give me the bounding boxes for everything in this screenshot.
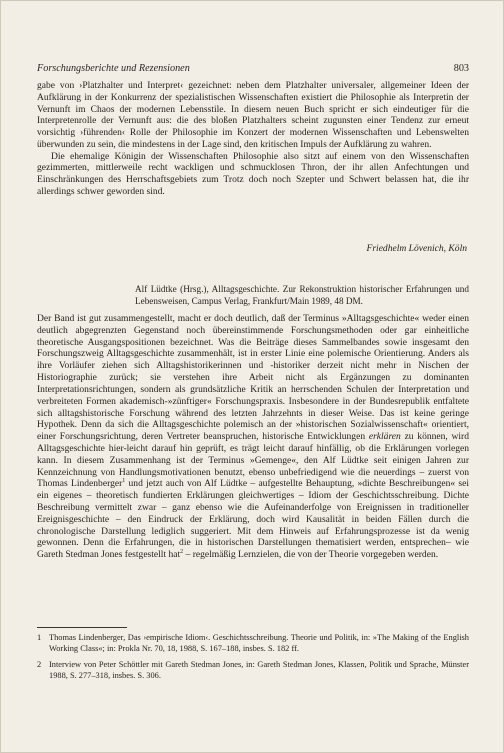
review-2-text-d: – regelmäßig Lernzielen, die von der Theorie vorgegeben werden. bbox=[185, 549, 439, 561]
footnote-1-text: Thomas Lindenberger, Das ›empirische Idiom‹. Geschichtsschreibung. Theorie und Politik, in: »The Making of the English Working Class«; in: Prokla Nr. 70, 18, 1988, S. 167–188, insbes. S. 182 ff. bbox=[49, 633, 469, 653]
review-2-text-c: und jetzt auch von Alf Lüdtke – aufgestellte Behauptung, »dichte Beschreibungen« sei ein eigenes – theoretisch fundierten Erklärungen gleichwertiges – Idiom der Geschichtsschreibung. Dichte Beschreibung vermittelt zwar – ganz ebenso wie die Aufeinanderfolge von Ereignissen in traditioneller Ereignisgeschichte – den Eindruck der Erklärung, doch wird Kausalität in beiden Fällen durch die chronologische Darstellung lediglich suggeriert. Mit dem Hinweis auf Erfahrungsprozesse ist da wenig gewonnen. Denn die Erfahrungen, die in historischen Darstellungen thematisiert werden, entsprechen– wie Gareth Stedman Jones festgestellt hat bbox=[37, 478, 469, 561]
page-number: 803 bbox=[453, 63, 469, 74]
footnote-ref-1[interactable]: 1 bbox=[122, 478, 126, 485]
footnotes bbox=[37, 633, 469, 687]
footnote-divider bbox=[37, 627, 127, 628]
review-1-body bbox=[37, 80, 469, 198]
review-1-paragraph-2: Die ehemalige Königin der Wissenschaften Philosophie also sitzt auf einem von den Wissenschaften gezimmerten, mittlerweile recht wackligen und schmucklosen Thron, der ihr allen Anfechtungen und Einschränkungen des Herrschaftsgebiets zum Trotz doch noch Szepter und Schwert belassen hat, die ihr allerdings schwer geworden sind. bbox=[37, 150, 469, 197]
review-2-paragraph bbox=[37, 313, 469, 561]
footnote-2-text: Interview von Peter Schöttler mit Gareth Stedman Jones, in: Gareth Stedman Jones, Klassen, Politik und Sprache, Münster 1988, S. 277–318, insbes. S. 306. bbox=[49, 660, 469, 680]
review-2-text-a: Der Band ist gut zusammengestellt, macht er doch deutlich, daß der Terminus »Alltagsgeschichte« weder einen deutlich abgegrenzten Gegenstand noch übereinstimmende Forschungsmethoden oder gar einheitliche theoretische Ausgangspositionen bezeichnet. Was die Beiträge dieses Sammelbandes sowie insgesamt den Forschungszweig Alltagsgeschichte zusammenhält, ist in erster Linie eine polemische Orientierung. Anders als ihre Vorläufer ziehen sich Alltagshistorikerinnen und -historiker derzeit nicht mehr in Nischen der Historiographie zurück; sie verstehen ihre Arbeit nicht als Ergänzungen zu dominanten Interpretationsrichtungen, sondern als grundsätzliche Kritik an herrschenden Schulen der Interpretation und verbreiteten Formen akademisch-»zünftiger« Forschungspraxis. Insbesondere in der Bundesrepublik entfaltete sich alltagshistorische Forschung während des letzten Jahrzehnts in dieser Weise. Das ist keine geringe Hypothek. Denn da sich die Alltagsgeschichte polemisch an der »historischen Sozialwissenschaft« orientiert, einer Forschungsrichtung, deren Vertreter beanspruchen, historische Entwicklungen bbox=[37, 313, 469, 443]
footnote-ref-2[interactable]: 2 bbox=[180, 549, 184, 556]
running-title: Forschungsberichte und Rezensionen bbox=[37, 63, 190, 74]
review-2-body bbox=[37, 313, 469, 561]
page-header bbox=[37, 63, 469, 74]
review-2-citation: Alf Lüdtke (Hrsg.), Alltagsgeschichte. Zur Rekonstruktion historischer Erfahrungen und Lebensweisen, Campus Verlag, Frankfurt/Main 1989, 48 DM. bbox=[135, 284, 469, 306]
review-1-paragraph-1: gabe von ›Platzhalter und Interpret‹ gezeichnet: neben dem Platzhalter universaler, allgemeiner Ideen der Aufklärung in der Konkurrenz der spezialistischen Wissenschaften existiert die Philosophie als Interpretin der Vernunft im Chaos der modernen Lebensstile. In diesem neuen Buch spricht er sich eindeutiger für die Interpretenrolle der Vernunft aus: die des bloßen Platzhalters scheint zugunsten einer Tendenz zur erneut vorsichtig ›führenden‹ Rolle der Philosophie im Konzert der modernen Wissenschaften und Lebenswelten überwunden zu sein, die mindestens in der Lage sind, den kritischen Impuls der Aufklärung zu wahren. bbox=[37, 80, 469, 150]
footnote-1-number: 1 bbox=[37, 633, 42, 642]
review-2-text-b: zu können, wird Alltagsgeschichte hier-leicht darauf hin geprüft, es trägt leicht darauf hinfällig, ob die Erklärungen vorlegen kann. In diesem Zusammenhang ist der Terminus »Gemenge«, den Alf Lüdtke seit einigen Jahren zur Kennzeichnung von Handlungsmotivationen benutzt, ebenso unbefriedigend wie die neuerdings – zuerst von Thomas Lindenberger bbox=[37, 431, 470, 490]
footnote-2 bbox=[37, 660, 469, 681]
footnote-2-number: 2 bbox=[37, 660, 42, 670]
review-1-signature: Friedhelm Lövenich, Köln bbox=[366, 243, 467, 254]
footnote-1 bbox=[37, 633, 469, 654]
review-2-emphasis: erklären bbox=[368, 431, 401, 443]
